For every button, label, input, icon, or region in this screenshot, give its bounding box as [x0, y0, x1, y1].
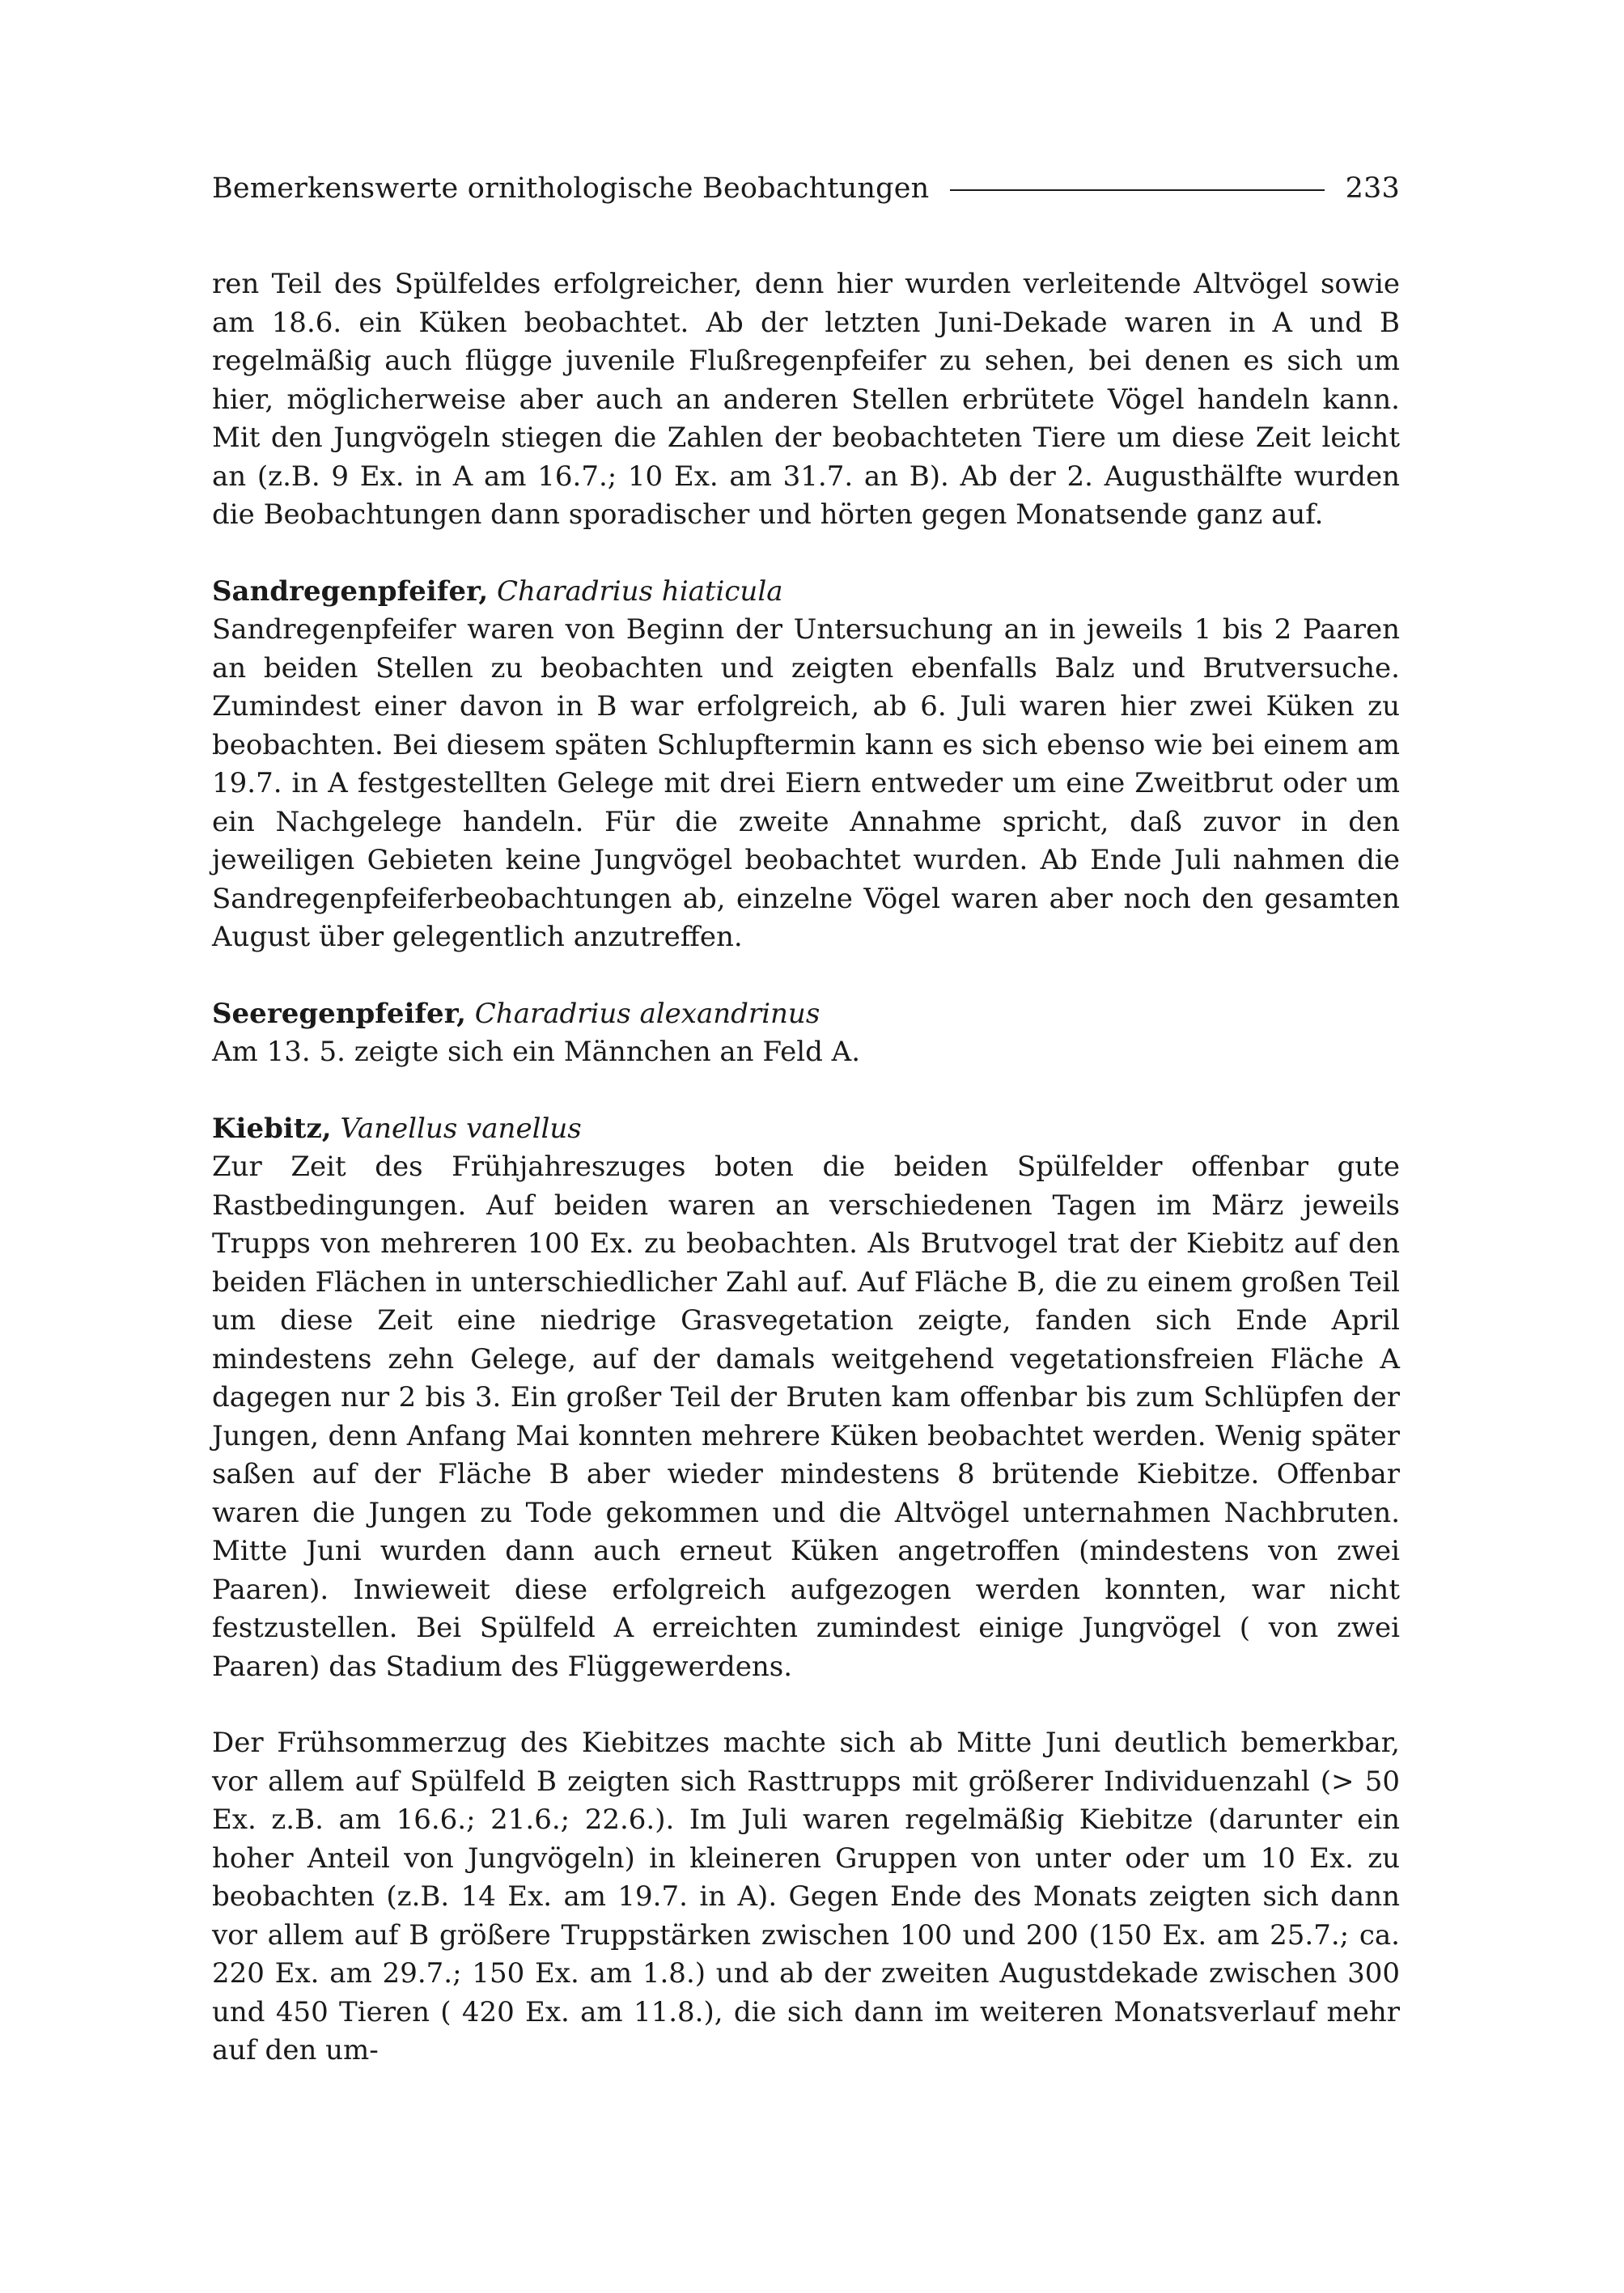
- species-scientific-name: Charadrius hiaticula: [497, 574, 783, 608]
- running-header-title: Bemerkenswerte ornithologische Beobachtungen: [212, 172, 930, 205]
- paragraph-gap: [212, 957, 1400, 995]
- species-scientific-name: Charadrius alexandrinus: [474, 997, 820, 1030]
- paragraph-gap: [212, 1072, 1400, 1110]
- species-paragraph-kiebitz-continued: Der Frühsommerzug des Kiebitzes machte sich ab Mitte Juni deutlich bemerkbar, vor allem auf Spülfeld B zeigten sich Rasttrupps mit größerer Individuenzahl (> 50 Ex. z.B. am 16.6.; 21.6.; 22.6.). Im Juli waren regelmäßig Kiebitze (darunter ein hoher Anteil von Jungvögeln) in kleineren Gruppen von unter oder um 10 Ex. zu beobachten (z.B. 14 Ex. am 19.7. in A). Gegen Ende des Monats zeigten sich dann vor allem auf B größere Truppstärken zwischen 100 und 200 (150 Ex. am 25.7.; ca. 220 Ex. am 29.7.; 150 Ex. am 1.8.) und ab der zweiten Augustdekade zwischen 300 und 450 Tieren ( 420 Ex. am 11.8.), die sich dann im weiteren Monatsverlauf mehr auf den um-: [212, 1727, 1400, 2066]
- species-paragraph-kiebitz: Zur Zeit des Frühjahreszuges boten die beiden Spülfelder offenbar gute Rastbedingungen. Auf beiden waren an verschiedenen Tagen im März jeweils Trupps von mehreren 100 Ex. zu beobachten. Als Brutvogel trat der Kiebitz auf den beiden Flächen in unterschiedlicher Zahl auf. Auf Fläche B, die zu einem großen Teil um diese Zeit eine niedrige Grasvegetation zeigte, fanden sich Ende April mindestens zehn Gelege, auf der damals weitgehend vegetationsfreien Fläche A dagegen nur 2 bis 3. Ein großer Teil der Bruten kam offenbar bis zum Schlüpfen der Jungen, denn Anfang Mai konnten mehrere Küken beobachtet werden. Wenig später saßen auf der Fläche B aber wieder mindestens 8 brütende Kiebitze. Offenbar waren die Jungen zu Tode gekommen und die Altvögel unternahmen Nachbruten. Mitte Juni wurden dann auch erneut Küken angetroffen (mindestens von zwei Paaren). Inwieweit diese erfolgreich aufgezogen werden konnten, war nicht festzustellen. Bei Spülfeld A erreichten zumindest einige Jungvögel ( von zwei Paaren) das Stadium des Flüggewerdens.: [212, 1151, 1400, 1683]
- species-heading-kiebitz: [212, 1110, 1400, 1149]
- header-rule: [950, 189, 1324, 191]
- body-text: [212, 265, 1400, 2070]
- running-header: [212, 168, 1400, 209]
- intro-paragraph: ren Teil des Spülfeldes erfolgreicher, denn hier wurden verleitende Altvögel sowie am 18.6. ein Küken beobachtet. Ab der letzten Juni-Dekade waren in A und B regelmäßig auch flügge juvenile Flußregenpfeifer zu sehen, bei denen es sich um hier, möglicherweise aber auch an anderen Stellen erbrütete Vögel handeln kann. Mit den Jungvögeln stiegen die Zahlen der beobachteten Tiere um diese Zeit leicht an (z.B. 9 Ex. in A am 16.7.; 10 Ex. am 31.7. an B). Ab der 2. Augusthälfte wurden die Beobachtungen dann sporadischer und hörten gegen Monatsende ganz auf.: [212, 268, 1400, 531]
- paragraph-gap: [212, 1686, 1400, 1724]
- species-paragraph-sandregenpfeifer: Sandregenpfeifer waren von Beginn der Untersuchung an in jeweils 1 bis 2 Paaren an beiden Stellen zu beobachten und zeigten ebenfalls Balz und Brutversuche. Zumindest einer davon in B war erfolgreich, ab 6. Juli waren hier zwei Küken zu beobachten. Bei diesem späten Schlupftermin kann es sich ebenso wie bei einem am 19.7. in A festgestellten Gelege mit drei Eiern entweder um eine Zweitbrut oder um ein Nachgelege handeln. Für die zweite Annahme spricht, daß zuvor in den jeweiligen Gebieten keine Jungvögel beobachtet wurden. Ab Ende Juli nahmen die Sandregenpfeiferbeobachtungen ab, einzelne Vögel waren aber noch den gesamten August über gelegentlich anzutreffen.: [212, 613, 1400, 953]
- page-number: 233: [1345, 172, 1400, 205]
- species-heading-sandregenpfeifer: [212, 573, 1400, 612]
- species-name: Sandregenpfeifer,: [212, 574, 489, 608]
- paragraph-gap: [212, 535, 1400, 573]
- species-name: Seeregenpfeifer,: [212, 997, 466, 1030]
- species-name: Kiebitz,: [212, 1112, 332, 1145]
- species-scientific-name: Vanellus vanellus: [340, 1112, 582, 1145]
- species-paragraph-seeregenpfeifer: Am 13. 5. zeigte sich ein Männchen an Feld A.: [212, 1036, 861, 1068]
- species-heading-seeregenpfeifer: [212, 995, 1400, 1034]
